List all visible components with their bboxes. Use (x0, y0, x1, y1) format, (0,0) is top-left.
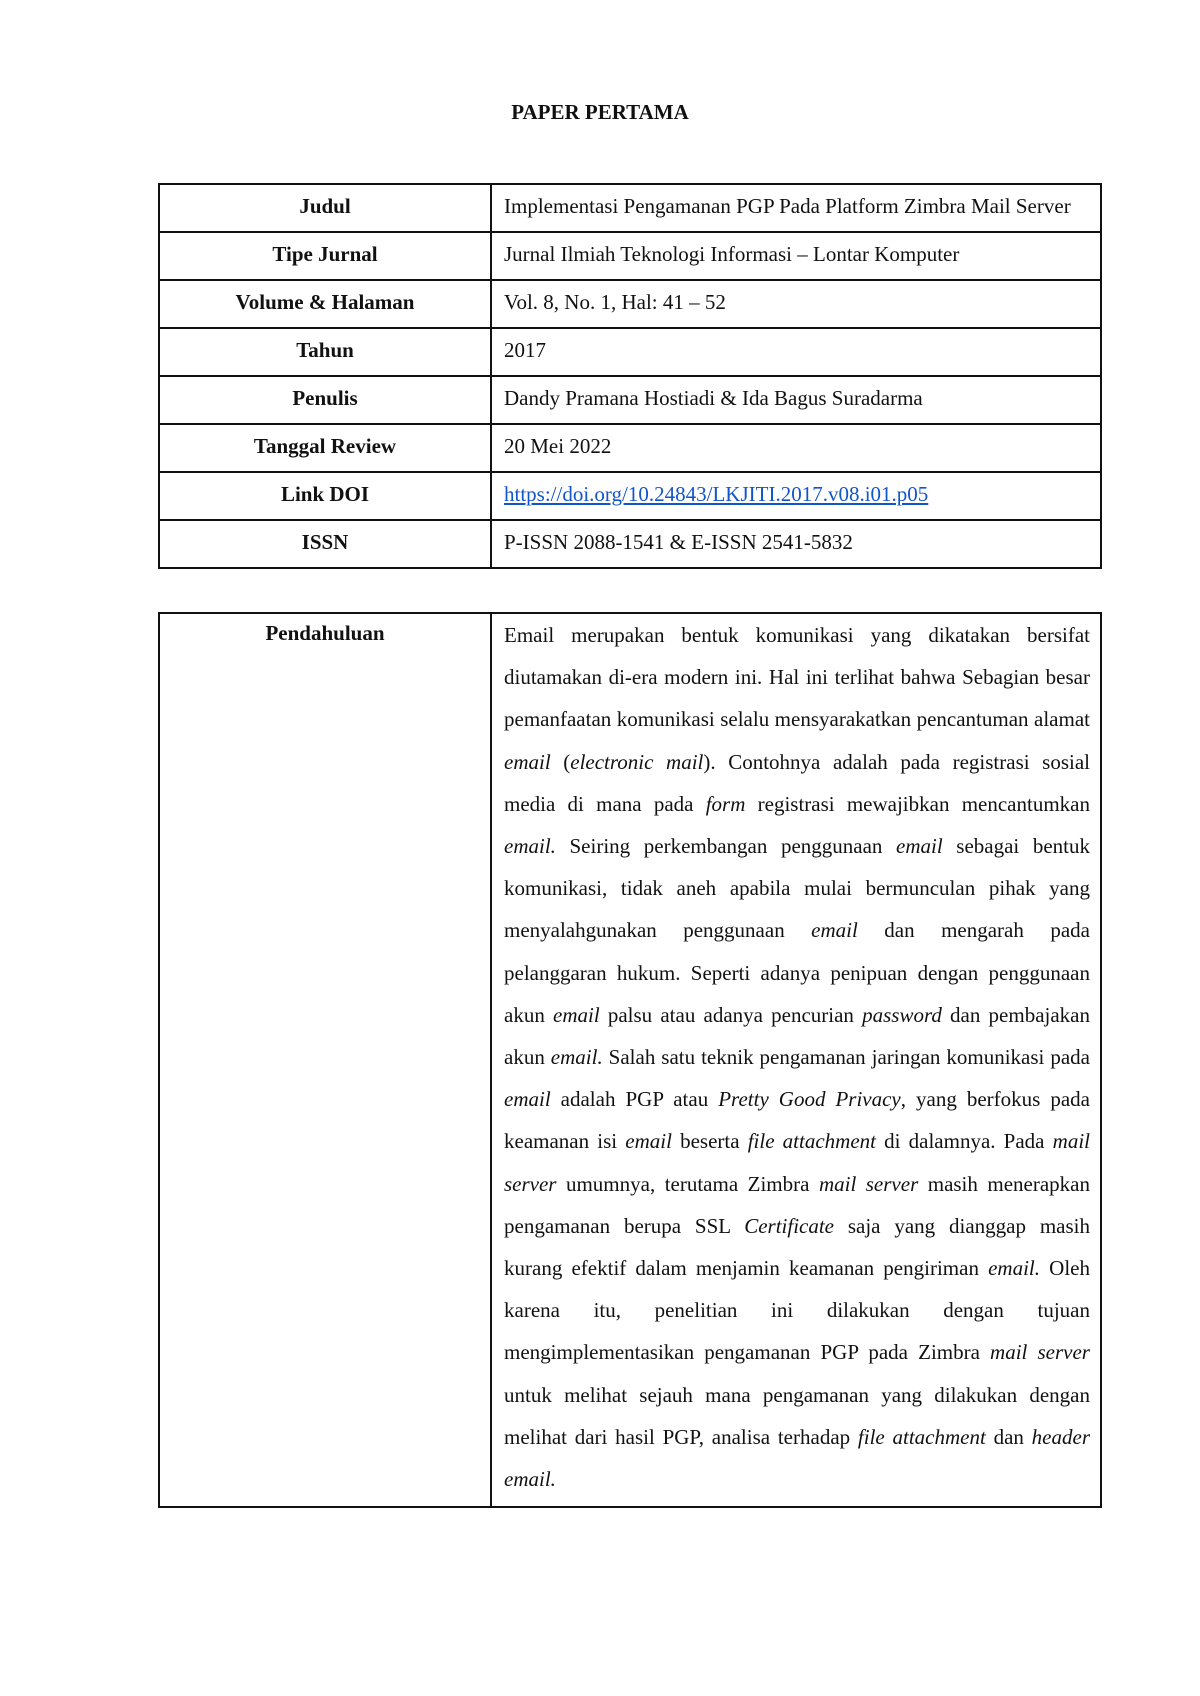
intro-text-segment: adalah PGP atau (550, 1087, 719, 1112)
row-value-issn: P-ISSN 2088-1541 & E-ISSN 2541-5832 (491, 520, 1101, 568)
page-title: PAPER PERTAMA (511, 100, 689, 124)
row-label-tanggal-review: Tanggal Review (159, 424, 491, 472)
intro-text-segment: palsu atau adanya pencurian (599, 1002, 863, 1027)
intro-italic-term: mail server (990, 1340, 1090, 1365)
intro-italic-term: mail server (504, 1129, 1090, 1196)
intro-text-segment: sebagai bentuk komunikasi, tidak aneh apabila mulai bermunculan pihak yang menyalahgunakan penggunaan (504, 834, 1090, 943)
intro-italic-term: file attachment (747, 1129, 876, 1154)
intro-text-segment: Oleh karena itu, penelitian ini dilakukan dengan tujuan mengimplementasikan pengamanan PGP pada Zimbra (504, 1256, 1090, 1365)
intro-italic-term: email. (550, 1045, 603, 1070)
intro-italic-term: email (625, 1129, 672, 1154)
intro-text-segment: dan pembajakan akun (504, 1002, 1090, 1070)
row-label-judul: Judul (159, 184, 491, 232)
table-row (159, 613, 1101, 1507)
intro-italic-term: Pretty Good Privacy (718, 1087, 901, 1112)
table-row (159, 376, 1101, 424)
row-value-judul: Implementasi Pengamanan PGP Pada Platform Zimbra Mail Server (491, 184, 1101, 232)
introduction-table (158, 612, 1102, 1508)
row-label-volume-halaman: Volume & Halaman (159, 280, 491, 328)
row-value-tipe-jurnal: Jurnal Ilmiah Teknologi Informasi – Lontar Komputer (491, 232, 1101, 280)
intro-text-segment: Email merupakan bentuk komunikasi yang dikatakan bersifat diutamakan di-era modern ini. Hal ini terlihat bahwa Sebagian besar pemanfaatan komunikasi selalu mensyarakatkan pencantuman alamat (504, 623, 1090, 732)
row-label-link-doi: Link DOI (159, 472, 491, 520)
table-row (159, 232, 1101, 280)
intro-italic-term: electronic mail (570, 749, 704, 774)
intro-italic-term: email (504, 749, 551, 774)
intro-text-segment: ). Contohnya adalah pada registrasi sosial media di mana pada (504, 749, 1091, 816)
intro-text-segment: beserta (671, 1129, 748, 1154)
intro-text-segment: umumnya, terutama Zimbra (556, 1171, 819, 1196)
row-value-link-doi (491, 472, 1101, 520)
intro-text-segment: ( (550, 749, 571, 774)
doi-link[interactable]: https://doi.org/10.24843/LKJITI.2017.v08.i01.p05 (504, 482, 929, 506)
intro-italic-term: email. (988, 1256, 1041, 1281)
intro-paragraph (504, 614, 1090, 1500)
intro-text-segment: Salah satu teknik pengamanan jaringan komunikasi pada (602, 1045, 1090, 1070)
intro-italic-term: email. (504, 834, 556, 859)
intro-italic-term: email (553, 1002, 600, 1027)
intro-italic-term: Certificate (744, 1213, 835, 1238)
intro-body (491, 613, 1101, 1507)
row-label-issn: ISSN (159, 520, 491, 568)
row-label-tahun: Tahun (159, 328, 491, 376)
row-value-tahun: 2017 (491, 328, 1101, 376)
intro-text-segment: , yang berfokus pada keamanan isi (504, 1087, 1090, 1154)
paper-metadata-table (158, 183, 1102, 569)
row-label-tipe-jurnal: Tipe Jurnal (159, 232, 491, 280)
intro-italic-term: email (504, 1087, 551, 1112)
intro-text-segment: masih menerapkan pengamanan berupa SSL (504, 1171, 1090, 1238)
intro-text-segment: saja yang dianggap masih kurang efektif dalam menjamin keamanan pengiriman (504, 1213, 1090, 1281)
row-value-penulis: Dandy Pramana Hostiadi & Ida Bagus Suradarma (491, 376, 1101, 424)
intro-text-segment: di dalamnya. Pada (876, 1129, 1053, 1154)
intro-italic-term: file attachment (857, 1424, 986, 1449)
table-row (159, 328, 1101, 376)
table-row (159, 280, 1101, 328)
row-value-tanggal-review: 20 Mei 2022 (491, 424, 1101, 472)
intro-italic-term: email (896, 834, 943, 859)
table-row (159, 520, 1101, 568)
table-row (159, 184, 1101, 232)
table-row (159, 472, 1101, 520)
intro-text-segment: dan mengarah pada pelanggaran hukum. Seperti adanya penipuan dengan penggunaan akun (504, 918, 1090, 1027)
intro-italic-term: header email. (504, 1424, 1090, 1492)
row-value-volume-halaman: Vol. 8, No. 1, Hal: 41 – 52 (491, 280, 1101, 328)
intro-italic-term: form (705, 791, 746, 816)
intro-text-segment: registrasi mewajibkan mencantumkan (745, 791, 1090, 816)
intro-text-segment: Seiring perkembangan penggunaan (555, 834, 897, 859)
intro-italic-term: email (811, 918, 858, 943)
row-label-penulis: Penulis (159, 376, 491, 424)
intro-text-segment: untuk melihat sejauh mana pengamanan yang dilakukan dengan melihat dari hasil PGP, analisa terhadap (504, 1382, 1090, 1449)
intro-italic-term: password (862, 1002, 942, 1027)
table-row (159, 424, 1101, 472)
intro-label: Pendahuluan (159, 613, 491, 1507)
intro-italic-term: mail server (818, 1171, 919, 1196)
intro-text-segment: dan (985, 1424, 1032, 1449)
